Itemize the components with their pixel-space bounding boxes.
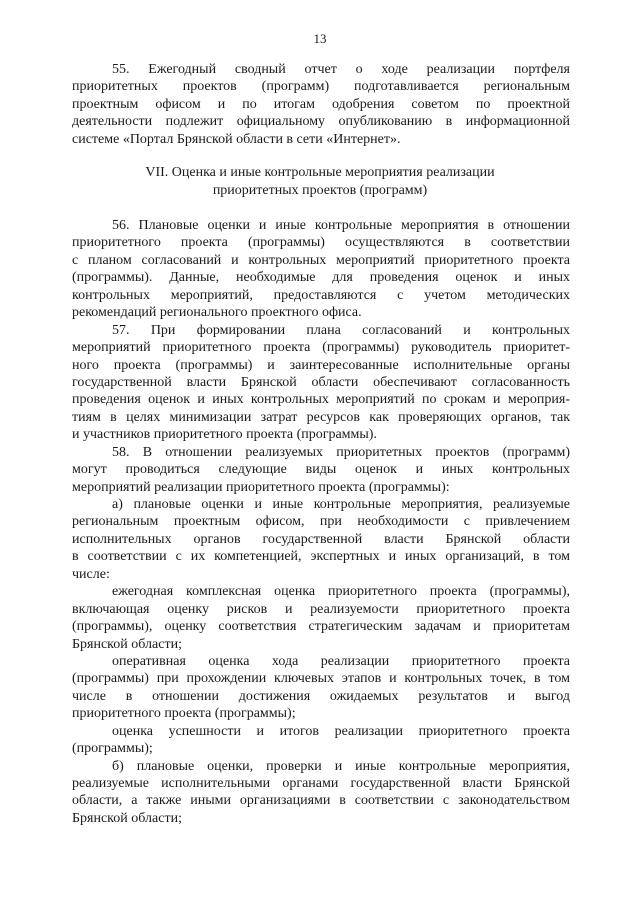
text-line: числе в отношении достижения ожидаемых результатов и выгод	[72, 688, 570, 704]
text-line: а) плановые оценки и иные контрольные мероприятия, реализуемые	[112, 497, 570, 512]
text-line: 58. В отношении реализуемых приоритетных проектов (программ)	[112, 444, 570, 460]
section-heading-line: VII. Оценка и иные контрольные мероприятия реализации	[145, 165, 495, 180]
text-line: деятельности подлежит официальному опубликованию в информационной	[72, 114, 570, 130]
text-line: могут проводиться следующие виды оценок и иных контрольных	[72, 462, 570, 478]
text-line: с планом согласований и контрольных мероприятий приоритетного проекта	[72, 252, 570, 268]
text-line: б) плановые оценки, проверки и иные контрольные мероприятия,	[112, 758, 570, 774]
paragraph-55	[72, 61, 570, 148]
text-line: Брянской области;	[72, 636, 182, 652]
text-line: приоритетного проекта (программы);	[72, 706, 296, 722]
text-line: 56. Плановые оценки и иные контрольные мероприятия в отношении	[112, 218, 570, 233]
text-line: оценка успешности и итогов реализации приоритетного проекта	[112, 723, 570, 739]
page-number: 13	[313, 31, 327, 46]
text-line: Брянской области;	[72, 810, 182, 826]
text-line: в соответствии с их компетенцией, экспертных и иных организаций, в том	[72, 549, 570, 565]
text-line: системе «Портал Брянской области в сети «Интернет».	[72, 131, 401, 147]
section-heading	[0, 164, 640, 200]
text-line: реализуемые исполнительными органами государственной власти Брянской	[72, 776, 570, 791]
text-line: проектным офисом и по итогам одобрения советом по проектной	[72, 96, 570, 112]
text-line: тиям в целях минимизации затрат ресурсов как проверяющих органов, так	[72, 409, 570, 425]
text-line: оперативная оценка хода реализации приоритетного проекта	[112, 653, 570, 669]
text-line: числе:	[72, 566, 110, 582]
text-line: проведения оценок и иных контрольных мероприятий по срокам и мероприя-	[72, 392, 570, 408]
section-heading-line: приоритетных проектов (программ)	[212, 183, 428, 198]
text-line: (программы). Данные, необходимые для проведения оценок и иных	[72, 270, 570, 286]
text-line: приоритетного проекта (программы) осуществляются в соответствии	[72, 235, 570, 251]
text-line: 55. Ежегодный сводный отчет о ходе реализации портфеля	[112, 62, 570, 77]
text-line: региональным проектным офисом, при необходимости с привлечением	[72, 514, 570, 530]
text-line: исполнительных органов государственной власти Брянской области	[72, 531, 570, 547]
text-line: ежегодная комплексная оценка приоритетного проекта (программы),	[112, 584, 570, 600]
text-line: мероприятий приоритетного проекта (программы) руководитель приоритет-	[72, 340, 570, 356]
text-line: государственной власти Брянской области обеспечивают согласованность	[72, 374, 570, 390]
text-line: (программы), оценку соответствия стратегическим задачам и приоритетам	[72, 619, 570, 635]
text-line: включающая оценку рисков и реализуемости приоритетного проекта	[72, 601, 570, 617]
text-line: ного проекта (программы) и заинтересованные исполнительные органы	[72, 357, 570, 373]
text-line: (программы) при прохождении ключевых этапов и контрольных точек, в том	[72, 671, 570, 687]
text-line: 57. При формировании плана согласований и контрольных	[112, 322, 570, 338]
text-line: рекомендаций регионального проектного офиса.	[72, 305, 362, 321]
text-line: мероприятий реализации приоритетного проекта (программы):	[72, 479, 450, 495]
paragraphs-56-58	[72, 217, 570, 827]
text-line: (программы);	[72, 741, 153, 757]
text-line: приоритетных проектов (программ) подготавливается региональным	[72, 79, 570, 95]
text-line: области, а также иными организациями в соответствии с законодательством	[72, 793, 570, 809]
text-line: контрольных мероприятий, предоставляются с учетом методических	[72, 287, 570, 303]
text-line: и участников приоритетного проекта (программы).	[72, 427, 377, 443]
